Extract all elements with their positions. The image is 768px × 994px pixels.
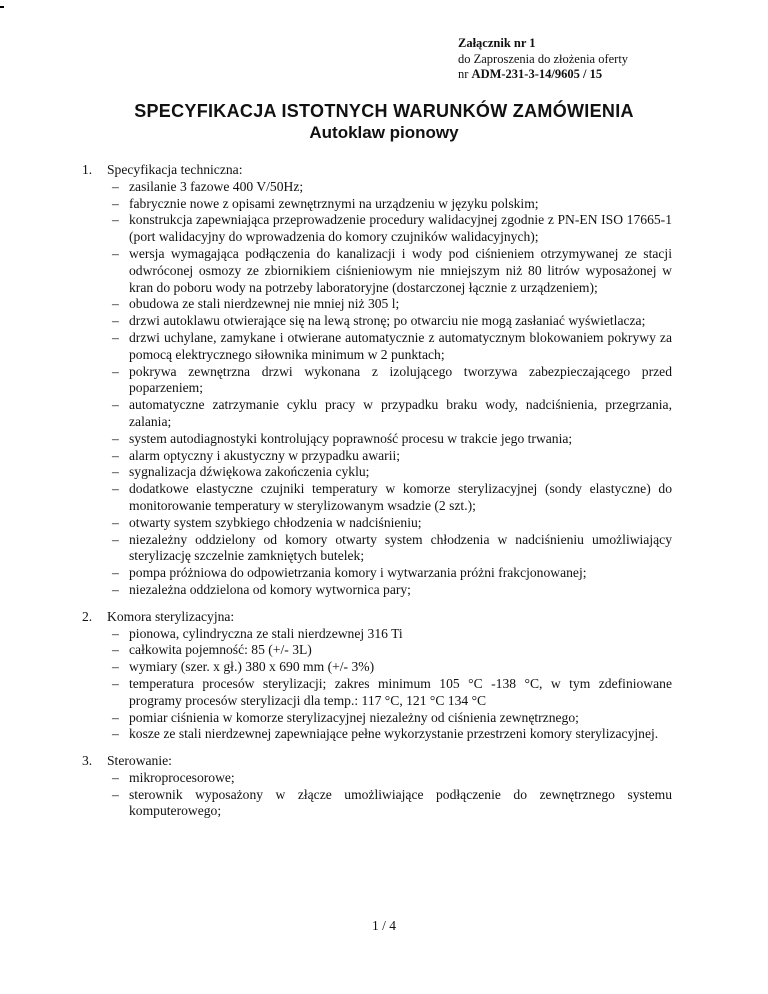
list-item: – drzwi autoklawu otwierające się na lewą stronę; po otwarciu nie mogą zasłaniać wyświetlacza; — [129, 313, 672, 330]
reference-number — [458, 67, 628, 83]
section-sterilization-chamber — [82, 608, 672, 743]
list-item: – zasilanie 3 fazowe 400 V/50Hz; — [129, 179, 672, 196]
section-number: 3. — [82, 753, 93, 769]
list-item: – sterownik wyposażony w złącze umożliwiające podłączenie do zewnętrznego systemu komputerowego; — [129, 787, 672, 821]
reference-code: ADM-231-3-14/9605 / 15 — [471, 67, 603, 81]
list-item: – pokrywa zewnętrzna drzwi wykonana z izolującego tworzywa zabezpieczającego przed poparzeniem; — [129, 364, 672, 398]
attachment-label: Załącznik nr 1 — [458, 36, 536, 50]
list-item: – całkowita pojemność: 85 (+/- 3L) — [129, 642, 672, 659]
section-heading — [82, 608, 672, 626]
section-number: 2. — [82, 608, 93, 624]
list-item: – otwarty system szybkiego chłodzenia w nadciśnieniu; — [129, 515, 672, 532]
list-item: – alarm optyczny i akustyczny w przypadku awarii; — [129, 448, 672, 465]
list-item: – niezależna oddzielona od komory wytwornica pary; — [129, 582, 672, 599]
section-item-list — [107, 626, 672, 744]
document-title: SPECYFIKACJA ISTOTNYCH WARUNKÓW ZAMÓWIENIA — [134, 101, 634, 121]
list-item: – pionowa, cylindryczna ze stali nierdzewnej 316 Ti — [129, 626, 672, 643]
document-subtitle: Autoklaw pionowy — [309, 123, 459, 142]
list-item: – fabrycznie nowe z opisami zewnętrznymi na urządzeniu w języku polskim; — [129, 196, 672, 213]
page-number: 1 / 4 — [371, 918, 396, 933]
list-item: – temperatura procesów sterylizacji; zakres minimum 105 °C -138 °C, w tym zdefiniowane programy procesów sterylizacji dla temp.: 117 °C, 121 °C 134 °C — [129, 676, 672, 710]
list-item: – pomiar ciśnienia w komorze sterylizacyjnej niezależny od ciśnienia zewnętrznego; — [129, 710, 672, 727]
attachment-header — [458, 36, 628, 83]
list-item: – kosze ze stali nierdzewnej zapewniające pełne wykorzystanie przestrzeni komory sterylizacyjnej. — [129, 726, 672, 743]
section-title: Sterowanie: — [107, 753, 172, 769]
section-technical-spec — [82, 162, 672, 599]
list-item: – dodatkowe elastyczne czujniki temperatury w komorze sterylizacyjnej (sondy elastyczne) do monitorowanie temperatury w sterylizowanym wsadzie (2 szt.); — [129, 481, 672, 515]
section-heading — [82, 162, 672, 179]
section-title: Komora sterylizacyjna: — [107, 608, 235, 624]
section-number: 1. — [82, 162, 93, 177]
scan-edge-mark — [0, 6, 4, 8]
section-title: Specyfikacja techniczna: — [107, 162, 243, 177]
list-item: – sygnalizacja dźwiękowa zakończenia cyklu; — [129, 464, 672, 481]
list-item: – obudowa ze stali nierdzewnej nie mniej niż 305 l; — [129, 296, 672, 313]
list-item: – mikroprocesorowe; — [129, 770, 672, 787]
specification-body — [82, 162, 672, 830]
section-item-list — [107, 179, 672, 599]
reference-prefix: nr — [458, 67, 472, 81]
section-control — [82, 753, 672, 820]
list-item: – niezależny oddzielony od komory otwarty system chłodzenia w nadciśnieniu umożliwiający sterylizację szczelnie zamkniętych butelek; — [129, 532, 672, 566]
section-item-list — [107, 770, 672, 820]
list-item: – wersja wymagająca podłączenia do kanalizacji i wody pod ciśnieniem otrzymywanej ze stacji odwróconej osmozy ze zbiornikiem ciśnieniowym nie mniejszym niż 80 litrów wyposażonej w kran do poboru wody na potrzeby laboratoryjne (dostarczonej łącznie z urządzeniem); — [129, 246, 672, 296]
attachment-context: do Zaproszenia do złożenia oferty — [458, 51, 629, 66]
list-item: – system autodiagnostyki kontrolujący poprawność procesu w trakcie jego trwania; — [129, 431, 672, 448]
section-heading — [82, 753, 672, 770]
list-item: – automatyczne zatrzymanie cyklu pracy w przypadku braku wody, nadciśnienia, przegrzania, zalania; — [129, 397, 672, 431]
list-item: – konstrukcja zapewniająca przeprowadzenie procedury walidacyjnej zgodnie z PN-EN ISO 17665-1 (port walidacyjny do wprowadzenia do komory czujników walidacyjnych); — [129, 212, 672, 246]
list-item: – wymiary (szer. x gł.) 380 x 690 mm (+/- 3%) — [129, 659, 672, 676]
list-item: – drzwi uchylane, zamykane i otwierane automatycznie z automatycznym blokowaniem pokrywy za pomocą elektrycznego siłownika minimum w 2 punktach; — [129, 330, 672, 364]
list-item: – pompa próżniowa do odpowietrzania komory i wytwarzania próżni frakcjonowanej; — [129, 565, 672, 582]
